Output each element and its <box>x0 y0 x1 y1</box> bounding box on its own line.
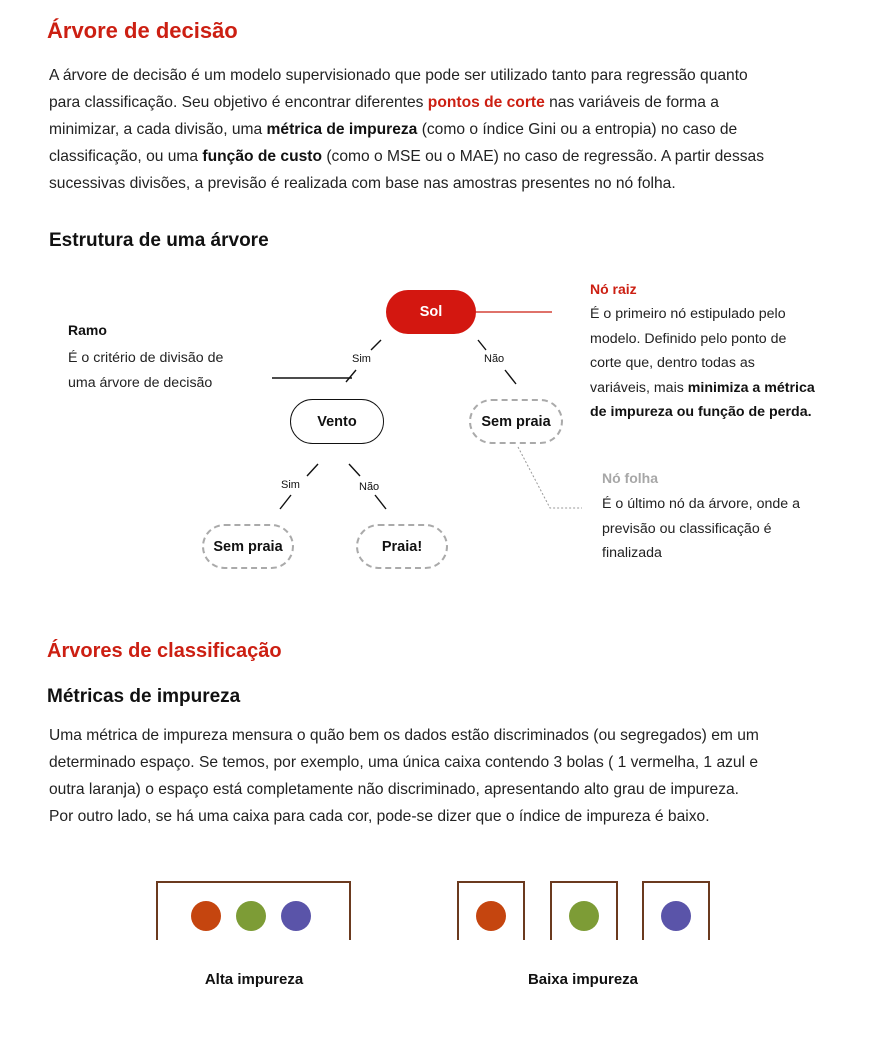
ball-green-high <box>236 901 266 931</box>
leaf-node-praia: Praia! <box>356 524 448 569</box>
branch-nao-bottom <box>505 370 516 384</box>
root-node: Sol <box>386 290 476 334</box>
intro-line-2-text: para classificação. Seu objetivo é encontrar diferentes <box>49 94 428 111</box>
vento-node: Vento <box>290 399 384 444</box>
branch-nao-top <box>478 340 486 350</box>
intro-line-1: A árvore de decisão é um modelo supervisionado que pode ser utilizado tanto para regressão quanto <box>49 67 748 84</box>
ramo-line-2: uma árvore de decisão <box>68 374 213 391</box>
highlight-pontos-de-corte: pontos de corte <box>427 94 545 111</box>
no-raiz-line-4 <box>590 376 815 401</box>
no-raiz-line-3: corte que, dentro todas as <box>590 355 755 371</box>
impurity-illustration <box>0 870 885 940</box>
bold-funcao-custo: função de custo <box>202 148 322 165</box>
branch-sim-bottom <box>346 370 356 382</box>
no-folha-title: Nó folha <box>602 470 658 486</box>
impurity-line-4: Por outro lado, se há uma caixa para cada cor, pode-se dizer que o índice de impureza é baixo. <box>49 808 710 825</box>
no-folha-line-1: É o último nó da árvore, onde a <box>602 496 800 512</box>
intro-line-4-tail: (como o MSE ou o MAE) no caso de regressão. A partir dessas <box>322 148 765 165</box>
impurity-line-2: determinado espaço. Se temos, por exemplo, uma única caixa contendo 3 bolas ( 1 vermelha, 1 azul e <box>49 754 759 771</box>
edge-label-sim-2: Sim <box>281 479 300 491</box>
classification-title: Árvores de classificação <box>47 640 282 662</box>
ball-orange-high <box>191 901 221 931</box>
ramo-line-1: É o critério de divisão de <box>68 350 224 366</box>
structure-heading: Estrutura de uma árvore <box>49 230 269 251</box>
intro-line-2-tail: nas variáveis de forma a <box>544 94 719 111</box>
edge-label-sim-1: Sim <box>352 353 371 365</box>
intro-line-3-text: minimizar, a cada divisão, uma <box>49 121 267 138</box>
page-title: Árvore de decisão <box>47 18 238 43</box>
no-raiz-line-4-text: variáveis, mais <box>590 379 688 396</box>
bold-metrica-impureza: métrica de impureza <box>266 121 418 138</box>
intro-line-5: sucessivas divisões, a previsão é realizada com base nas amostras presentes no nó folha. <box>49 175 676 192</box>
impurity-heading: Métricas de impureza <box>47 686 241 707</box>
leaf-node-sem-praia-left: Sem praia <box>202 524 294 569</box>
no-raiz-line-1: É o primeiro nó estipulado pelo <box>590 306 786 322</box>
impurity-line-1: Uma métrica de impureza mensura o quão bem os dados estão discriminados (ou segregados) em um <box>49 727 759 744</box>
no-raiz-line-2: modelo. Definido pelo ponto de <box>590 330 787 347</box>
high-impurity-label: Alta impureza <box>204 971 304 988</box>
no-raiz-bold-1: minimiza a métrica <box>687 379 815 396</box>
low-impurity-label: Baixa impureza <box>527 971 639 988</box>
leaf-pointer-line <box>518 447 582 508</box>
ramo-title: Ramo <box>68 322 107 338</box>
impurity-line-3: outra laranja) o espaço está completamente não discriminado, apresentando alto grau de impureza. <box>49 781 740 798</box>
branch-sim2-bottom <box>280 495 291 509</box>
no-folha-line-3: finalizada <box>602 545 662 561</box>
no-raiz-bold-2: de impureza ou função de perda. <box>590 404 812 420</box>
ramo-description <box>68 346 223 395</box>
no-raiz-title: Nó raiz <box>590 281 637 297</box>
ball-blue-low <box>661 901 691 931</box>
impurity-paragraph <box>49 722 759 830</box>
ball-orange-low <box>476 901 506 931</box>
branch-nao2-top <box>349 464 360 476</box>
branch-nao2-bottom <box>375 495 386 509</box>
edge-label-nao-1: Não <box>484 353 505 365</box>
branch-sim-top <box>371 340 381 350</box>
no-raiz-description <box>590 302 815 425</box>
no-raiz-line-5 <box>590 400 815 425</box>
ball-blue-high <box>281 901 311 931</box>
intro-line-4-text: classificação, ou uma <box>49 148 203 165</box>
leaf-node-sem-praia-right: Sem praia <box>469 399 563 444</box>
ball-green-low <box>569 901 599 931</box>
edge-label-nao-2: Não <box>359 481 380 493</box>
no-folha-description <box>602 492 800 566</box>
branch-sim2-top <box>307 464 318 476</box>
no-folha-line-2: previsão ou classificação é <box>602 520 772 537</box>
intro-line-3-tail: (como o índice Gini ou a entropia) no caso de <box>417 121 738 138</box>
